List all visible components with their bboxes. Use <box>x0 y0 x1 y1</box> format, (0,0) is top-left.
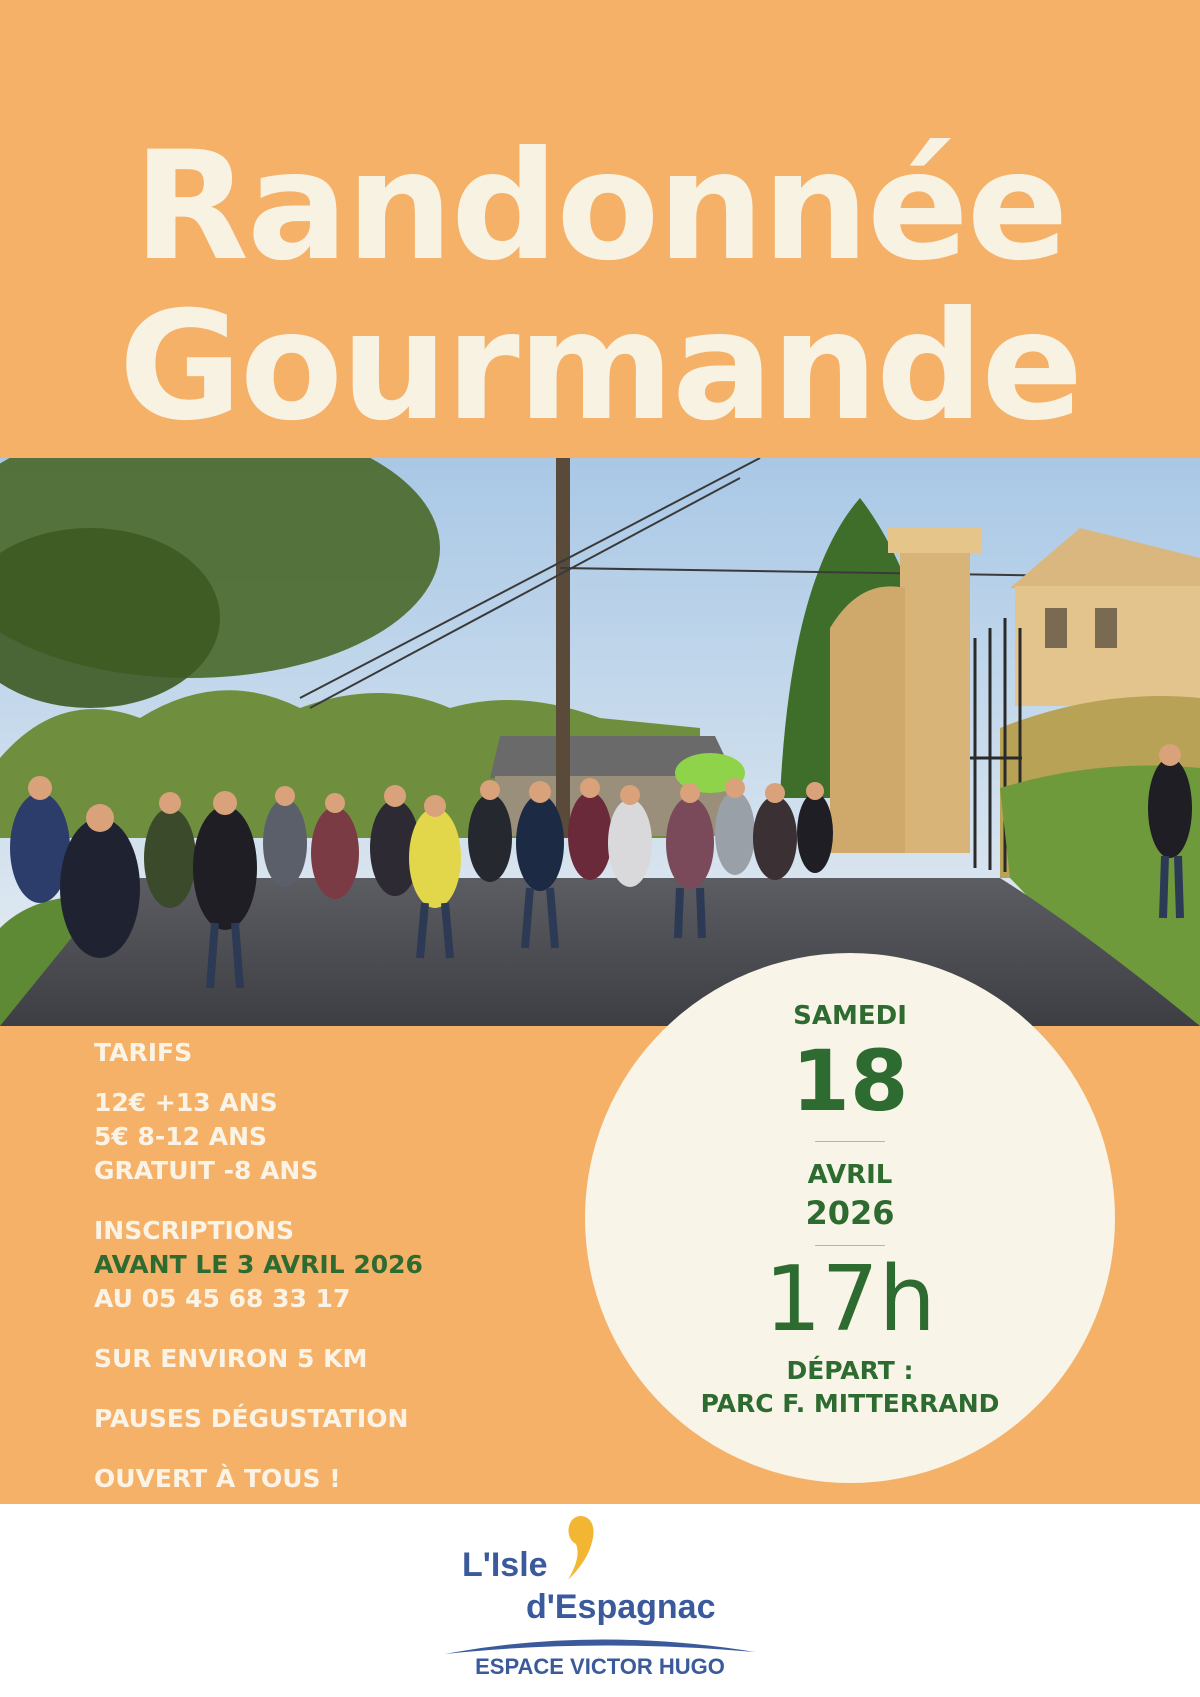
logo-line-1: L'Isle <box>462 1546 548 1584</box>
gate-pillar <box>900 543 970 853</box>
logo-drop-icon <box>562 1514 598 1582</box>
event-year: 2026 <box>805 1194 895 1232</box>
event-time: 17h <box>764 1247 936 1352</box>
tarif-item: 12€ +13 ANS <box>94 1088 278 1117</box>
pauses-text: PAUSES DÉGUSTATION <box>94 1404 409 1433</box>
tarif-item: GRATUIT -8 ANS <box>94 1156 319 1185</box>
divider <box>815 1245 885 1246</box>
divider <box>815 1141 885 1142</box>
tarifs-heading: TARIFS <box>94 1038 193 1067</box>
inscriptions-heading: INSCRIPTIONS <box>94 1216 294 1245</box>
inscriptions-deadline: AVANT LE 3 AVRIL 2026 <box>94 1250 423 1279</box>
event-photo <box>0 458 1200 1026</box>
event-day-number: 18 <box>791 1032 909 1130</box>
poster-title-line-2: Gourmande <box>118 280 1082 454</box>
departure-label: DÉPART : <box>786 1356 914 1385</box>
footer <box>0 1504 1200 1697</box>
gate-wall <box>830 586 905 853</box>
tarif-item: 5€ 8-12 ANS <box>94 1122 268 1151</box>
event-month: AVRIL <box>807 1160 893 1190</box>
logo-subtitle: ESPACE VICTOR HUGO <box>475 1654 725 1679</box>
date-circle <box>585 953 1115 1483</box>
inscriptions-phone: AU 05 45 68 33 17 <box>94 1284 351 1313</box>
distance-text: SUR ENVIRON 5 KM <box>94 1344 368 1373</box>
utility-pole <box>556 458 570 838</box>
event-day-name: SAMEDI <box>793 1001 907 1031</box>
open-text: OUVERT À TOUS ! <box>94 1464 341 1493</box>
departure-place: PARC F. MITTERRAND <box>700 1389 1000 1418</box>
poster-title-line-1: Randonnée <box>133 120 1067 294</box>
logo-line-2: d'Espagnac <box>526 1588 716 1626</box>
